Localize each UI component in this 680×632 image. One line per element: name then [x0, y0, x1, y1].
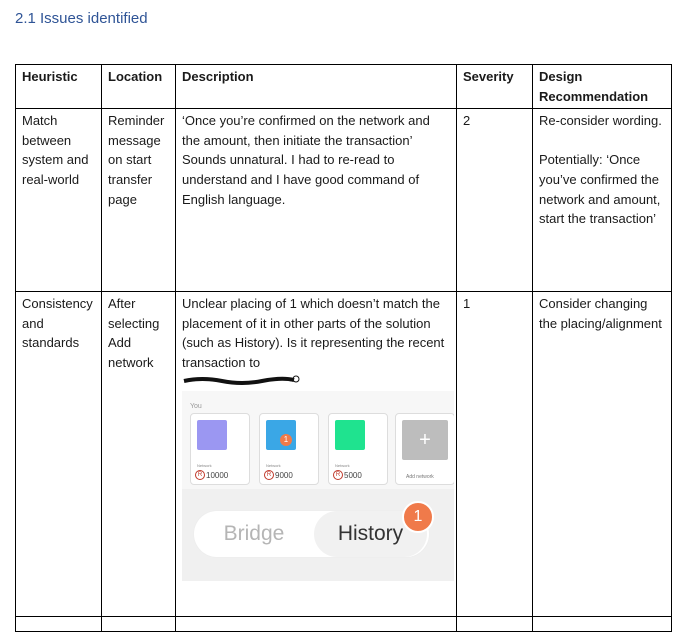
coin-icon: R — [264, 470, 274, 480]
cell-recommendation: Consider changing the placing/alignment — [533, 292, 672, 617]
add-network-label: Add network — [406, 473, 434, 480]
header-description: Description — [176, 65, 457, 109]
network-amount: R 5000 — [333, 466, 362, 486]
cell-recommendation — [533, 109, 672, 292]
networks-panel — [182, 391, 454, 489]
cell-heuristic: Match between system and real-world — [16, 109, 102, 292]
network-card — [190, 413, 250, 485]
redaction-scribble-icon — [182, 375, 302, 385]
recommendation-main: Re-consider wording. — [539, 113, 662, 129]
tab-history: History — [314, 511, 427, 557]
table-header-row — [16, 65, 672, 109]
section-heading: 2.1 Issues identified — [15, 10, 148, 27]
plus-icon: + — [402, 420, 448, 460]
cell-description — [176, 109, 457, 292]
coin-icon: R — [195, 470, 205, 480]
network-card — [259, 413, 319, 485]
network-card — [328, 413, 388, 485]
you-label: You — [190, 402, 202, 410]
network-swatch — [335, 420, 365, 450]
recommendation-alternative: Potentially: ‘Once you’ve confirmed the network and amount, start the transaction’ — [539, 152, 661, 227]
header-heuristic: Heuristic — [16, 65, 102, 109]
description-comment: Sounds unnatural. I had to re-read to understand and I have good command of English language. — [182, 152, 420, 207]
network-label: Network — [197, 462, 212, 468]
coin-icon: R — [333, 470, 343, 480]
network-label: Network — [266, 462, 281, 468]
add-network-card — [395, 413, 454, 485]
network-amount: R 10000 — [195, 466, 228, 486]
header-location: Location — [102, 65, 176, 109]
table-row — [16, 617, 672, 632]
notification-badge: 1 — [280, 434, 292, 446]
network-amount: R 9000 — [264, 466, 293, 486]
table-row — [16, 109, 672, 292]
cell-severity: 1 — [457, 292, 533, 617]
network-label: Network — [335, 462, 350, 468]
issues-table — [15, 64, 672, 632]
table-row — [16, 292, 672, 617]
tab-bridge: Bridge — [223, 521, 285, 545]
cell-description — [176, 292, 457, 617]
cell-location: Reminder message on start transfer page — [102, 109, 176, 292]
cell-heuristic: Consistency and standards — [16, 292, 102, 617]
description-quote: ‘Once you’re confirmed on the network and the amount, then initiate the transaction’ — [182, 113, 430, 148]
network-swatch — [197, 420, 227, 450]
embedded-app-screenshot — [182, 391, 454, 581]
cell-severity: 2 — [457, 109, 533, 292]
history-notification-badge: 1 — [402, 501, 434, 533]
header-severity: Severity — [457, 65, 533, 109]
tab-switcher — [194, 507, 429, 557]
description-text: Unclear placing of 1 which doesn’t match the placement of it in other parts of the solution (such as History). Is it representing the recent transaction to — [182, 296, 445, 370]
cell-location: After selecting Add network — [102, 292, 176, 617]
header-recommendation: Design Recommendation — [533, 65, 672, 109]
